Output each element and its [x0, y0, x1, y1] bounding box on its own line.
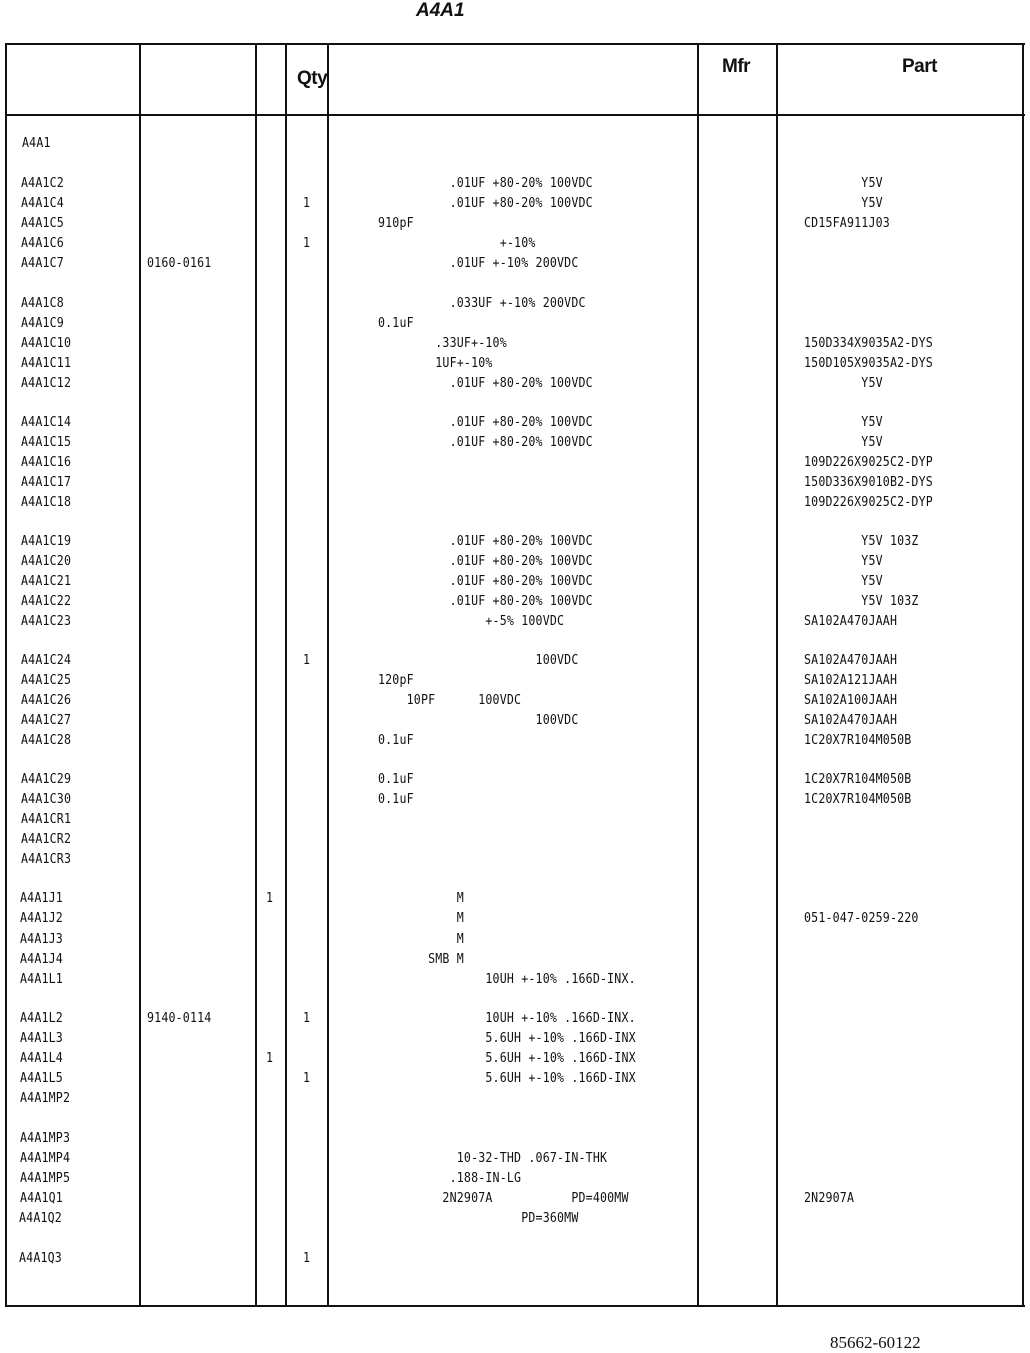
ref-designator: A4A1CR2	[21, 831, 72, 847]
ref-designator: A4A1L1	[20, 971, 63, 987]
ref-designator: A4A1J4	[20, 951, 63, 967]
ref-designator: A4A1C28	[21, 732, 72, 748]
ref-designator: A4A1CR1	[21, 811, 72, 827]
mfr-part-number: SA102A121JAAH	[804, 672, 898, 688]
ref-designator: A4A1C15	[21, 434, 72, 450]
description: PD=360MW	[335, 1210, 579, 1226]
column-divider	[139, 43, 141, 1307]
description: .01UF +80-20% 100VDC	[335, 593, 593, 609]
mfr-part-number: Y5V	[804, 553, 883, 569]
ref-designator: A4A1J1	[20, 890, 63, 906]
description: 0.1uF	[335, 315, 414, 331]
ref-designator: A4A1C16	[21, 454, 72, 470]
header-bottom-rule	[5, 114, 1025, 116]
description: .01UF +80-20% 100VDC	[335, 553, 593, 569]
ref-designator: A4A1C12	[21, 375, 72, 391]
description: M	[335, 910, 464, 926]
mfr-part-number: 150D336X9010B2-DYS	[804, 474, 933, 490]
description: 5.6UH +-10% .166D-INX	[335, 1030, 636, 1046]
mfr-part-number: SA102A470JAAH	[804, 712, 898, 728]
mfr-part-number: Y5V	[804, 195, 883, 211]
part-header: Part	[902, 56, 937, 77]
table-top-rule	[5, 43, 1025, 45]
mfr-part-number: 109D226X9025C2-DYP	[804, 454, 933, 470]
ref-designator: A4A1C22	[21, 593, 72, 609]
quantity: 1	[303, 1250, 311, 1266]
ref-designator: A4A1C2	[21, 175, 64, 191]
ref-designator: A4A1MP3	[20, 1130, 71, 1146]
description: 1UF+-10%	[335, 355, 493, 371]
column-divider	[697, 43, 699, 1307]
description: +-5% 100VDC	[335, 613, 565, 629]
table-right-border	[1022, 43, 1024, 1307]
mfr-part-number: 109D226X9025C2-DYP	[804, 494, 933, 510]
ref-designator: A4A1C19	[21, 533, 72, 549]
ref-designator: A4A1C26	[21, 692, 72, 708]
ref-designator: A4A1C9	[21, 315, 64, 331]
description: +-10%	[335, 235, 536, 251]
ref-designator: A4A1MP5	[20, 1170, 71, 1186]
ref-designator: A4A1C20	[21, 553, 72, 569]
mfr-part-number: Y5V	[804, 175, 883, 191]
description: .01UF +80-20% 100VDC	[335, 175, 593, 191]
description: M	[335, 890, 464, 906]
mfr-part-number: Y5V 103Z	[804, 533, 919, 549]
ref-designator: A4A1C27	[21, 712, 72, 728]
description: .01UF +80-20% 100VDC	[335, 434, 593, 450]
ref-designator: A4A1C23	[21, 613, 72, 629]
mfr-part-number: 051-047-0259-220	[804, 910, 919, 926]
ref-designator: A4A1Q2	[19, 1210, 62, 1226]
description: SMB M	[335, 951, 464, 967]
mfr-part-number: SA102A100JAAH	[804, 692, 898, 708]
description: 2N2907A PD=400MW	[335, 1190, 629, 1206]
ref-designator: A4A1C6	[21, 235, 64, 251]
description: .01UF +80-20% 100VDC	[335, 375, 593, 391]
mfr-part-number: 150D105X9035A2-DYS	[804, 355, 933, 371]
description: 100VDC	[335, 652, 579, 668]
description: 0.1uF	[335, 771, 414, 787]
ref-designator: A4A1C5	[21, 215, 64, 231]
hp-part-number: 0160-0161	[147, 255, 212, 271]
mfr-part-number: SA102A470JAAH	[804, 652, 898, 668]
table-bottom-rule	[5, 1305, 1025, 1307]
quantity: 1	[303, 1010, 311, 1026]
mfr-part-number: Y5V 103Z	[804, 593, 919, 609]
ref-designator: A4A1J3	[20, 931, 63, 947]
mfr-part-number: 1C20X7R104M050B	[804, 771, 912, 787]
description: .01UF +80-20% 100VDC	[335, 195, 593, 211]
ref-designator: A4A1L3	[20, 1030, 63, 1046]
description: .01UF +80-20% 100VDC	[335, 573, 593, 589]
page-title: A4A1	[416, 0, 465, 21]
description: 10UH +-10% .166D-INX.	[335, 1010, 636, 1026]
column-divider	[285, 43, 287, 1307]
ref-designator: A4A1MP4	[20, 1150, 71, 1166]
description: 0.1uF	[335, 732, 414, 748]
ref-designator: A4A1C8	[21, 295, 64, 311]
description: M	[335, 931, 464, 947]
description: .01UF +80-20% 100VDC	[335, 414, 593, 430]
description: 10UH +-10% .166D-INX.	[335, 971, 636, 987]
description: 5.6UH +-10% .166D-INX	[335, 1050, 636, 1066]
description: .188-IN-LG	[335, 1170, 522, 1186]
ref-designator: A4A1C18	[21, 494, 72, 510]
mfr-header: Mfr	[722, 56, 751, 77]
ref-designator: A4A1C29	[21, 771, 72, 787]
mfr-part-number: 1C20X7R104M050B	[804, 732, 912, 748]
check-digit: 1	[266, 890, 274, 906]
ref-designator: A4A1J2	[20, 910, 63, 926]
column-divider	[776, 43, 778, 1307]
ref-designator: A4A1Q1	[20, 1190, 63, 1206]
ref-designator: A4A1C21	[21, 573, 72, 589]
description: 10PF 100VDC	[335, 692, 522, 708]
mfr-part-number: 1C20X7R104M050B	[804, 791, 912, 807]
quantity: 1	[303, 195, 311, 211]
table-left-border	[5, 43, 7, 1307]
mfr-part-number: 150D334X9035A2-DYS	[804, 335, 933, 351]
check-digit: 1	[266, 1050, 274, 1066]
ref-designator: A4A1C24	[21, 652, 72, 668]
ref-designator: A4A1C11	[21, 355, 72, 371]
mfr-part-number: 2N2907A	[804, 1190, 855, 1206]
ref-designator: A4A1C25	[21, 672, 72, 688]
description: .01UF +80-20% 100VDC	[335, 533, 593, 549]
mfr-part-number: Y5V	[804, 375, 883, 391]
ref-designator: A4A1C14	[21, 414, 72, 430]
ref-designator: A4A1L2	[20, 1010, 63, 1026]
quantity: 1	[303, 652, 311, 668]
mfr-part-number: Y5V	[804, 434, 883, 450]
ref-designator: A4A1L4	[20, 1050, 63, 1066]
qty-header: Qty	[297, 68, 328, 89]
mfr-part-number: Y5V	[804, 573, 883, 589]
ref-designator: A4A1C4	[21, 195, 64, 211]
description: .033UF +-10% 200VDC	[335, 295, 586, 311]
ref-designator: A4A1	[22, 135, 51, 151]
mfr-part-number: Y5V	[804, 414, 883, 430]
hp-part-number: 9140-0114	[147, 1010, 212, 1026]
column-divider	[255, 43, 257, 1307]
description: .01UF +-10% 200VDC	[335, 255, 579, 271]
ref-designator: A4A1CR3	[21, 851, 72, 867]
mfr-part-number: CD15FA911J03	[804, 215, 890, 231]
description: 910pF	[335, 215, 414, 231]
description: 5.6UH +-10% .166D-INX	[335, 1070, 636, 1086]
description: 100VDC	[335, 712, 579, 728]
page-footer: 85662-60122	[830, 1333, 921, 1352]
ref-designator: A4A1C30	[21, 791, 72, 807]
ref-designator: A4A1L5	[20, 1070, 63, 1086]
ref-designator: A4A1Q3	[19, 1250, 62, 1266]
description: 120pF	[335, 672, 414, 688]
ref-designator: A4A1C10	[21, 335, 72, 351]
description: .33UF+-10%	[335, 335, 507, 351]
ref-designator: A4A1C17	[21, 474, 72, 490]
quantity: 1	[303, 1070, 311, 1086]
quantity: 1	[303, 235, 311, 251]
mfr-part-number: SA102A470JAAH	[804, 613, 898, 629]
description: 10-32-THD .067-IN-THK	[335, 1150, 608, 1166]
column-divider	[327, 43, 329, 1307]
ref-designator: A4A1MP2	[20, 1090, 71, 1106]
ref-designator: A4A1C7	[21, 255, 64, 271]
description: 0.1uF	[335, 791, 414, 807]
